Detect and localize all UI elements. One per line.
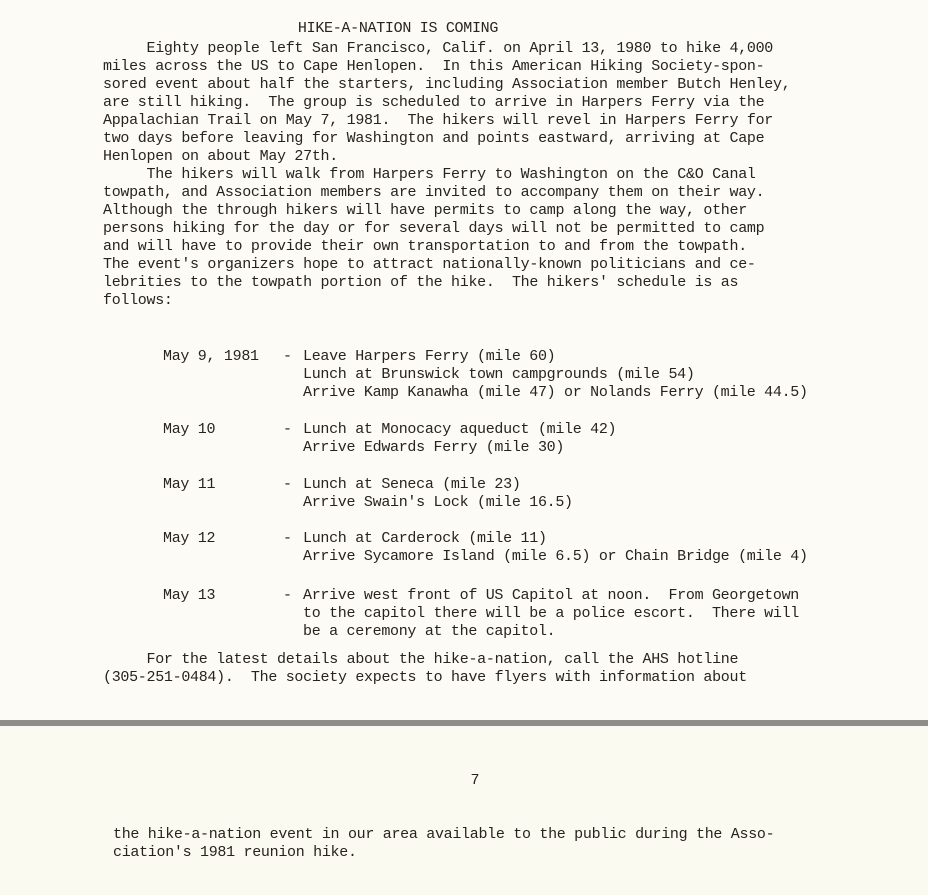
schedule-dash: - — [283, 348, 293, 365]
text-line: two days before leaving for Washington and points eastward, arriving at Cape — [103, 130, 765, 147]
text-line: The event's organizers hope to attract nationally-known politicians and ce- — [103, 256, 756, 273]
schedule-line: Arrive Edwards Ferry (mile 30) — [303, 439, 565, 456]
text-line: towpath, and Association members are invited to accompany them on their way. — [103, 184, 765, 201]
text-line: are still hiking. The group is scheduled to arrive in Harpers Ferry via the — [103, 94, 765, 111]
schedule-line: to the capitol there will be a police escort. There will — [303, 605, 799, 622]
schedule-line: Leave Harpers Ferry (mile 60) — [303, 348, 556, 365]
closing-paragraph — [103, 651, 747, 687]
intro-paragraph — [103, 40, 790, 310]
text-line: (305-251-0484). The society expects to have flyers with information about — [103, 669, 747, 686]
text-line: the hike-a-nation event in our area available to the public during the Asso- — [113, 826, 775, 843]
schedule-entry — [303, 421, 616, 457]
schedule-dash: - — [283, 587, 293, 604]
text-line: The hikers will walk from Harpers Ferry to Washington on the C&O Canal — [103, 166, 756, 183]
schedule-date: May 12 — [163, 530, 216, 547]
schedule-entry — [303, 530, 808, 566]
schedule-line: Lunch at Monocacy aqueduct (mile 42) — [303, 421, 617, 438]
schedule-line: Lunch at Carderock (mile 11) — [303, 530, 547, 547]
schedule-line: be a ceremony at the capitol. — [303, 623, 556, 640]
schedule-line: Arrive Kamp Kanawha (mile 47) or Nolands Ferry (mile 44.5) — [303, 384, 808, 401]
text-line: persons hiking for the day or for several days will not be permitted to camp — [103, 220, 765, 237]
schedule-date: May 9, 1981 — [163, 348, 259, 365]
text-line: Although the through hikers will have permits to camp along the way, other — [103, 202, 747, 219]
text-line: For the latest details about the hike-a-nation, call the AHS hotline — [103, 651, 739, 668]
text-line: follows: — [103, 292, 173, 309]
text-line: lebrities to the towpath portion of the hike. The hikers' schedule is as — [103, 274, 739, 291]
schedule-date: May 11 — [163, 476, 216, 493]
schedule-dash: - — [283, 421, 293, 438]
schedule-line: Arrive Sycamore Island (mile 6.5) or Chain Bridge (mile 4) — [303, 548, 808, 565]
schedule-line: Arrive Swain's Lock (mile 16.5) — [303, 494, 573, 511]
schedule-dash: - — [283, 476, 293, 493]
schedule-entry — [303, 348, 808, 402]
schedule-date: May 13 — [163, 587, 216, 604]
text-line: and will have to provide their own transportation to and from the towpath. — [103, 238, 747, 255]
text-line: Eighty people left San Francisco, Calif. on April 13, 1980 to hike 4,000 — [103, 40, 774, 57]
schedule-date: May 10 — [163, 421, 216, 438]
schedule-entry — [303, 476, 573, 512]
text-line: sored event about half the starters, including Association member Butch Henley, — [103, 76, 791, 93]
schedule-line: Lunch at Seneca (mile 23) — [303, 476, 521, 493]
schedule-dash: - — [283, 530, 293, 547]
continuation-paragraph — [113, 826, 774, 862]
text-line: ciation's 1981 reunion hike. — [113, 844, 357, 861]
text-line: Henlopen on about May 27th. — [103, 148, 338, 165]
schedule-line: Arrive west front of US Capitol at noon. From Georgetown — [303, 587, 799, 604]
schedule-entry — [303, 587, 799, 641]
page-lower — [0, 726, 928, 895]
page-number: 7 — [470, 772, 480, 789]
text-line: miles across the US to Cape Henlopen. In this American Hiking Society-spon- — [103, 58, 765, 75]
article-title: HIKE-A-NATION IS COMING — [297, 20, 499, 37]
schedule-line: Lunch at Brunswick town campgrounds (mile 54) — [303, 366, 695, 383]
text-line: Appalachian Trail on May 7, 1981. The hikers will revel in Harpers Ferry for — [103, 112, 774, 129]
